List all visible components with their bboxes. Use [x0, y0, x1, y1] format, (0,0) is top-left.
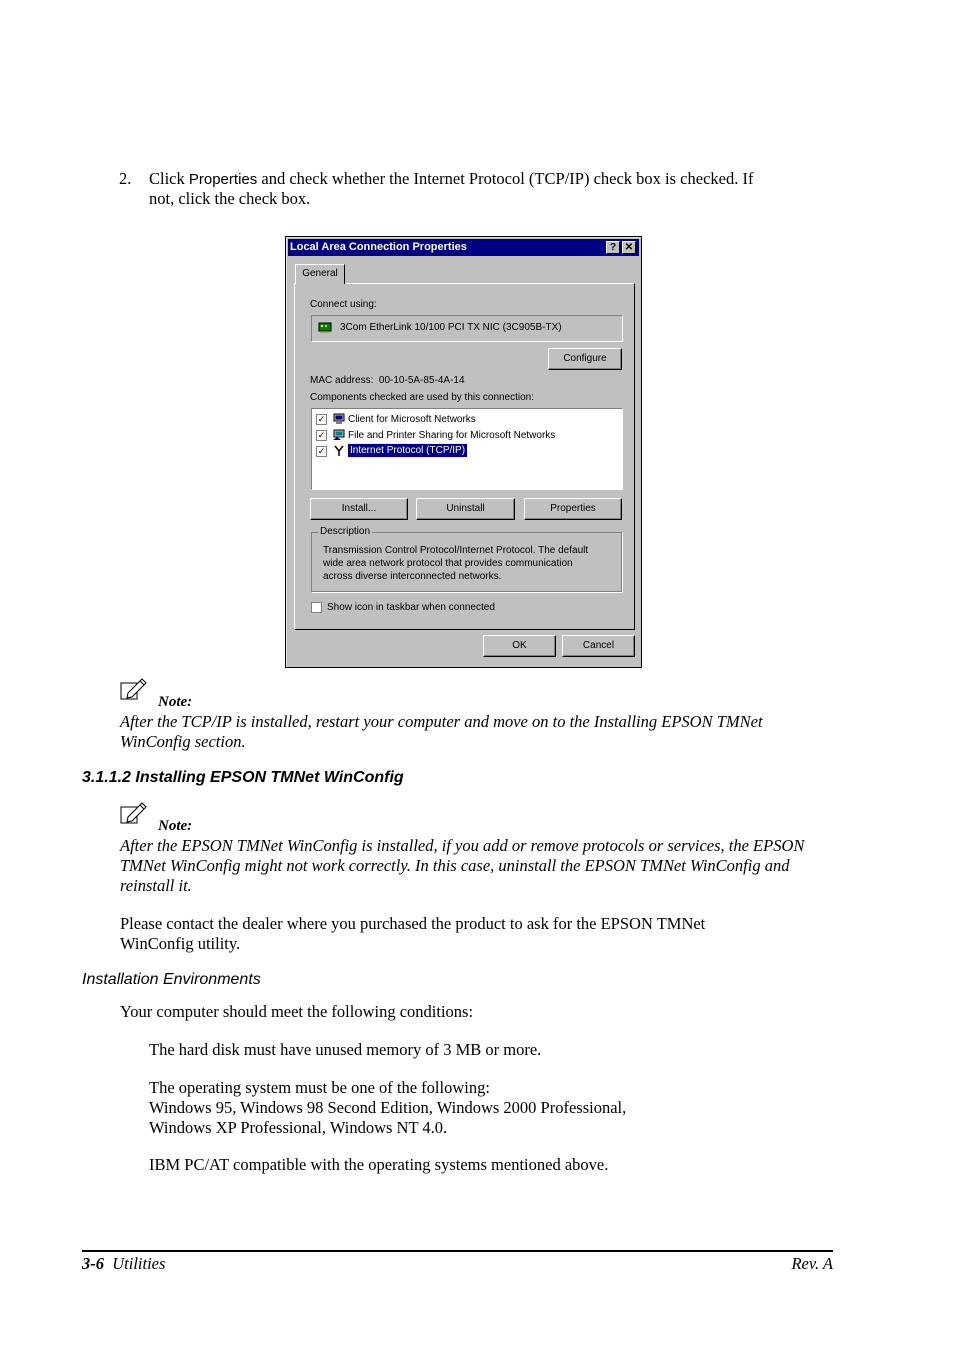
components-label: Components checked are used by this connection:	[310, 392, 535, 403]
note-pencil-icon	[119, 676, 149, 702]
component-checkbox[interactable]: ✓	[317, 430, 326, 440]
section-heading: 3.1.1.2 Installing EPSON TMNet WinConfig	[82, 769, 404, 786]
component-label-selected: Internet Protocol (TCP/IP)	[350, 445, 466, 456]
note1-label: Note:	[158, 694, 193, 710]
help-icon[interactable]: ?	[606, 241, 620, 254]
ok-button[interactable]: OK	[483, 635, 556, 657]
note2-line3: reinstall it.	[120, 876, 192, 895]
condition-os-line1: Windows 95, Windows 98 Second Edition, Windows 2000 Professional,	[149, 1098, 627, 1117]
cancel-button[interactable]: Cancel	[562, 635, 635, 657]
install-button[interactable]: Install...	[310, 498, 408, 520]
adapter-name: 3Com EtherLink 10/100 PCI TX NIC (3C905B-TX)	[340, 322, 562, 333]
component-label: File and Printer Sharing for Microsoft Networks	[348, 430, 556, 441]
footer-left	[82, 1254, 165, 1274]
step-text-line2: not, click the check box.	[149, 189, 311, 208]
list-item[interactable]	[316, 428, 616, 443]
network-card-icon	[318, 321, 332, 333]
general-panel	[294, 283, 635, 630]
mac-address: MAC address: 00-10-5A-85-4A-14	[310, 375, 465, 386]
footer-rule	[82, 1250, 833, 1252]
description-line: Transmission Control Protocol/Internet Protocol. The default	[323, 545, 589, 556]
description-title: Description	[320, 526, 371, 537]
properties-word: Properties	[188, 171, 258, 188]
description-line: across diverse interconnected networks.	[323, 571, 502, 582]
printer-share-icon	[332, 429, 346, 441]
step-text: Click Properties and check whether the Internet Protocol (TCP/IP) check box is checked. If	[149, 169, 754, 188]
footer-page: 3-6	[82, 1254, 104, 1273]
note1-line2: WinConfig section.	[120, 732, 246, 751]
contact-line1: Please contact the dealer where you purchased the product to ask for the EPSON TMNet	[120, 914, 706, 933]
properties-button[interactable]: Properties	[524, 498, 622, 520]
protocol-icon	[332, 445, 346, 457]
list-item[interactable]	[316, 444, 616, 459]
adapter-box	[311, 315, 623, 342]
components-list[interactable]	[311, 408, 623, 490]
dialog-titlebar	[288, 239, 639, 256]
contact-line2: WinConfig utility.	[120, 934, 241, 953]
component-checkbox[interactable]: ✓	[317, 446, 326, 456]
show-icon-label: Show icon in taskbar when connected	[327, 602, 495, 613]
condition-os-line2: Windows XP Professional, Windows NT 4.0.	[149, 1118, 448, 1137]
note-pencil-icon	[119, 800, 149, 826]
mac-value: 00-10-5A-85-4A-14	[378, 375, 465, 386]
footer-revision: Rev. A	[791, 1254, 833, 1273]
conditions-intro: Your computer should meet the following conditions:	[120, 1002, 474, 1021]
condition-disk: The hard disk must have unused memory of 3 MB or more.	[149, 1040, 542, 1059]
description-line: wide area network protocol that provides communication	[323, 558, 573, 569]
component-label: Client for Microsoft Networks	[348, 414, 476, 425]
note2-line1: After the EPSON TMNet WinConfig is installed, if you add or remove protocols or services, the EPSON	[120, 836, 805, 855]
step-number: 2.	[119, 169, 132, 188]
tab-general[interactable]: General	[295, 264, 345, 284]
note1-line1: After the TCP/IP is installed, restart your computer and move on to the Installing EPSON TMNet	[120, 712, 763, 731]
close-icon[interactable]: ✕	[622, 241, 636, 254]
dialog-title: Local Area Connection Properties	[290, 241, 467, 253]
uninstall-button[interactable]: Uninstall	[416, 498, 515, 520]
configure-button[interactable]: Configure	[548, 348, 622, 370]
note2-line2: TMNet WinConfig might not work correctly. In this case, uninstall the EPSON TMNet WinConfig and	[120, 856, 790, 875]
condition-pc: IBM PC/AT compatible with the operating systems mentioned above.	[149, 1155, 609, 1174]
list-item[interactable]	[316, 412, 616, 427]
local-area-connection-dialog	[285, 236, 642, 668]
description-group	[311, 526, 622, 592]
component-checkbox[interactable]: ✓	[317, 414, 326, 424]
note2-label: Note:	[158, 818, 193, 834]
subheading: Installation Environments	[82, 971, 261, 988]
footer-chapter: Utilities	[112, 1254, 166, 1273]
condition-os-intro: The operating system must be one of the following:	[149, 1078, 490, 1097]
connect-using-label: Connect using:	[310, 299, 377, 310]
show-icon-checkbox[interactable]	[311, 602, 322, 613]
computer-icon	[332, 413, 346, 425]
